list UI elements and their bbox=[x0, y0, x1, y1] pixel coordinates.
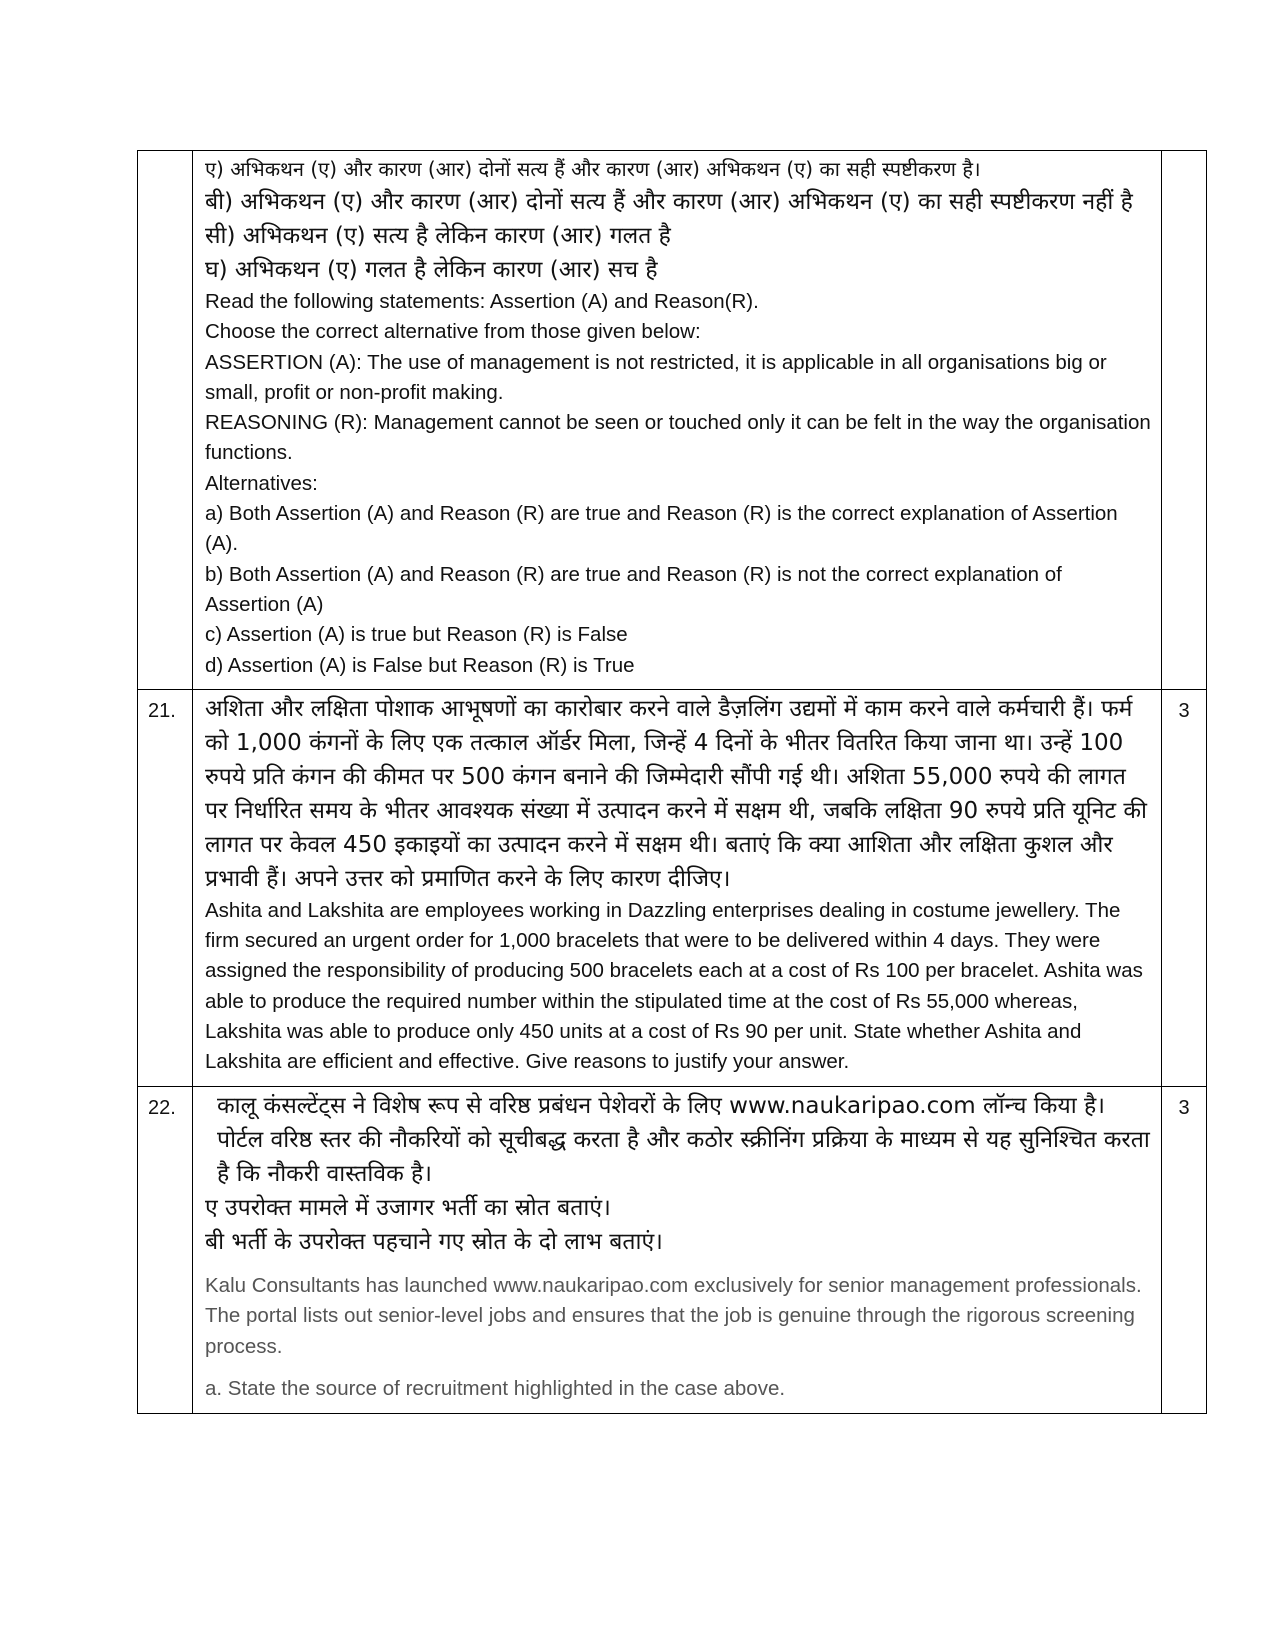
spacer bbox=[205, 1362, 1151, 1374]
marks-cell bbox=[1162, 151, 1207, 690]
hindi-option-b: बी) अभिकथन (ए) और कारण (आर) दोनों सत्य हैं और कारण (आर) अभिकथन (ए) का सही स्पष्टीकरण नहीं है bbox=[205, 189, 1133, 215]
question-body-cell bbox=[193, 1086, 1162, 1413]
english-intro: Read the following statements: Assertion (A) and Reason(R). bbox=[205, 290, 759, 313]
table-row-q20-continued bbox=[138, 151, 1207, 690]
hindi-case-text: कालू कंसल्टेंट्स ने विशेष रूप से वरिष्ठ प्रबंधन पेशेवरों के लिए www.naukaripao.com लॉन्च किया है। पोर्टल वरिष्ठ स्तर की नौकरियों को सूचीबद्ध करता है और कठोर स्क्रीनिंग प्रक्रिया के माध्यम से यह सुनिश्चित करता है कि नौकरी वास्तविक है। bbox=[217, 1092, 1150, 1187]
hindi-case-text: अशिता और लक्षिता पोशाक आभूषणों का कारोबार करने वाले डैज़लिंग उद्यमों में काम करने वाले कर्मचारी हैं। फर्म को 1,000 कंगनों के लिए एक तत्काल ऑर्डर मिला, जिन्हें 4 दिनों के भीतर वितरित किया जाना था। उन्हें 100 रुपये प्रति कंगन की कीमत पर 500 कंगन बनाने की जिम्मेदारी सौंपी गई थी। अशिता 55,000 रुपये की लागत पर निर्धारित समय के भीतर आवश्यक संख्या में उत्पादन करने में सक्षम थी, जबकि लक्षिता 90 रुपये प्रति यूनिट की लागत पर केवल 450 इकाइयों का उत्पादन करने में सक्षम थी। बताएं कि क्या आशिता और लक्षिता कुशल और प्रभावी हैं। अपने उत्तर को प्रमाणित करने के लिए कारण दीजिए। bbox=[205, 695, 1148, 892]
hindi-subquestion-a: ए उपरोक्त मामले में उजागर भर्ती का स्रोत बताएं। bbox=[205, 1194, 611, 1221]
table-row-q22 bbox=[138, 1086, 1207, 1413]
english-case-text: Ashita and Lakshita are employees working in Dazzling enterprises dealing in costume jewellery. The firm secured an urgent order for 1,000 bracelets that were to be delivered within 4 days. They were assigned the responsibility of producing 500 bracelets each at a cost of Rs 100 per bracelet. Ashita was able to produce the required number within the stipulated time at the cost of Rs 55,000 whereas, Lakshita was able to produce only 450 units at a cost of Rs 90 per unit. State whether Ashita and Lakshita are efficient and effective. Give reasons to justify your answer. bbox=[205, 898, 1143, 1074]
english-case-text: Kalu Consultants has launched www.naukaripao.com exclusively for senior management professionals. The portal lists out senior-level jobs and ensures that the job is genuine through the rigorous screening process. bbox=[205, 1273, 1142, 1358]
english-option-a: a) Both Assertion (A) and Reason (R) are true and Reason (R) is the correct explanation of Assertion (A). bbox=[205, 502, 1118, 556]
hindi-option-a: ए) अभिकथन (ए) और कारण (आर) दोनों सत्य हैं और कारण (आर) अभिकथन (ए) का सही स्पष्टीकरण है। bbox=[205, 157, 981, 181]
question-body-cell bbox=[193, 689, 1162, 1086]
question-marks: 3 bbox=[1162, 1086, 1207, 1413]
spacer bbox=[205, 1259, 1151, 1271]
english-option-b: b) Both Assertion (A) and Reason (R) are true and Reason (R) is not the correct explanation of Assertion (A) bbox=[205, 562, 1062, 616]
question-number: 22. bbox=[138, 1086, 193, 1413]
english-option-c: c) Assertion (A) is true but Reason (R) is False bbox=[205, 623, 628, 647]
question-number: 21. bbox=[138, 689, 193, 1086]
question-body-cell bbox=[193, 151, 1162, 690]
hindi-option-c: सी) अभिकथन (ए) सत्य है लेकिन कारण (आर) गलत है bbox=[205, 223, 671, 249]
question-marks: 3 bbox=[1162, 689, 1207, 1086]
hindi-option-d: घ) अभिकथन (ए) गलत है लेकिन कारण (आर) सच है bbox=[205, 257, 658, 283]
english-reasoning: REASONING (R): Management cannot be seen or touched only it can be felt in the way the organisation functions. bbox=[205, 411, 1151, 465]
english-alternatives-label: Alternatives: bbox=[205, 471, 318, 495]
english-subquestion-a: a. State the source of recruitment highlighted in the case above. bbox=[205, 1377, 786, 1401]
question-table bbox=[137, 150, 1207, 1414]
table-row-q21 bbox=[138, 689, 1207, 1086]
english-assertion: ASSERTION (A): The use of management is not restricted, it is applicable in all organisations big or small, profit or non-profit making. bbox=[205, 350, 1107, 404]
english-option-d: d) Assertion (A) is False but Reason (R) is True bbox=[205, 653, 635, 677]
question-number-cell bbox=[138, 151, 193, 690]
hindi-subquestion-b: बी भर्ती के उपरोक्त पहचाने गए स्रोत के दो लाभ बताएं। bbox=[205, 1228, 663, 1255]
english-choose: Choose the correct alternative from those given below: bbox=[205, 320, 701, 344]
